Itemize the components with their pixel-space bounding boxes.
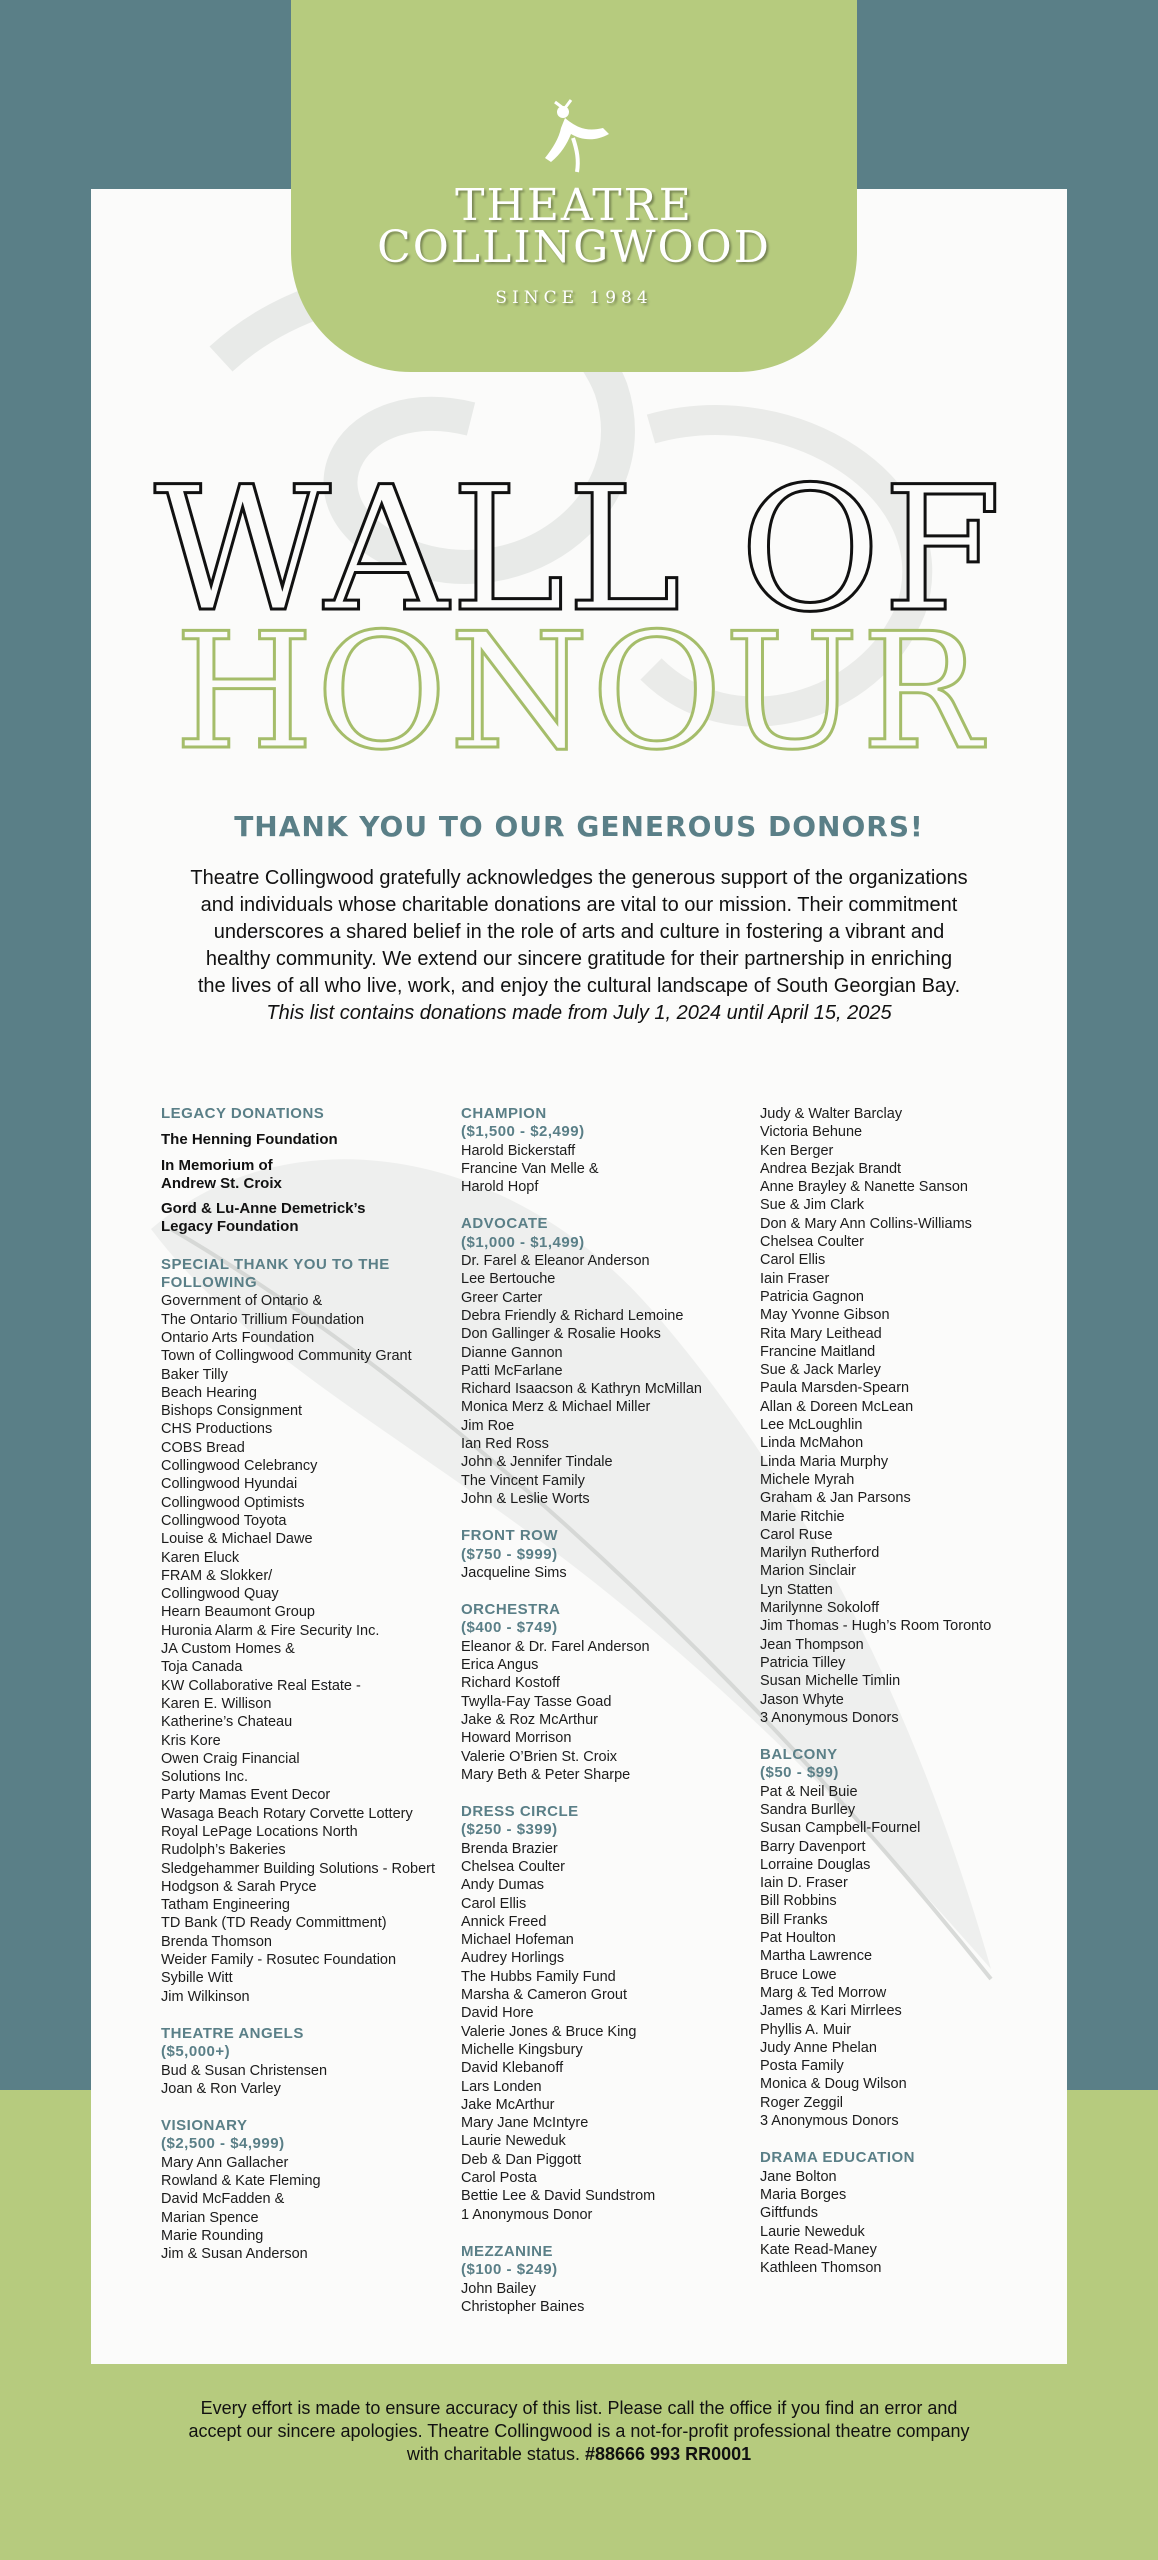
donor-section	[760, 2149, 1060, 2277]
title-honour: HONOUR	[174, 598, 984, 785]
donor-name: Carol Ellis	[461, 1895, 527, 1912]
donor-name: Don Gallinger & Rosalie Hooks	[461, 1326, 661, 1343]
section-heading: ($250 - $399)	[461, 1821, 558, 1839]
donor-name: Tatham Engineering	[161, 1897, 290, 1914]
donor-section	[461, 1215, 761, 1508]
donor-section	[161, 2025, 461, 2098]
donor-section	[461, 1601, 761, 1784]
donor-name: The Hubbs Family Fund	[461, 1968, 616, 1985]
donor-name: Hearn Beaumont Group	[161, 1604, 315, 1621]
donor-name: Carol Posta	[461, 2170, 537, 2187]
section-heading: CHAMPION	[461, 1105, 547, 1122]
donor-name: Chelsea Coulter	[760, 1234, 864, 1251]
donor-name: JA Custom Homes &	[161, 1641, 295, 1658]
donor-name: Michelle Kingsbury	[461, 2041, 583, 2058]
section-heading: ($1,000 - $1,499)	[461, 1233, 585, 1251]
donor-name: Mary Ann Gallacher	[161, 2154, 289, 2171]
donor-name: Joan & Ron Varley	[161, 2080, 281, 2097]
donor-name: Kathleen Thomson	[760, 2260, 882, 2277]
donor-name: Bishops Consignment	[161, 1403, 303, 1420]
donor-section	[161, 1256, 461, 2006]
donor-name: Monica Merz & Michael Miller	[461, 1399, 651, 1416]
donor-name: Sandra Burlley	[760, 1801, 856, 1818]
column-3-sections	[760, 1105, 1060, 2277]
donor-name: Roger Zeggil	[760, 2094, 844, 2111]
donor-name: Sue & Jim Clark	[760, 1197, 864, 1214]
donor-section	[760, 1746, 1060, 2130]
donor-name: Mary Beth & Peter Sharpe	[461, 1766, 631, 1783]
legacy-entry: Gord & Lu-Anne Demetrick’s Legacy Foundation	[161, 1200, 366, 1236]
logo-collingwood: COLLINGWOOD	[377, 222, 771, 273]
donor-name: Owen Craig Financial	[161, 1750, 300, 1767]
donor-name: Posta Family	[760, 2058, 844, 2075]
donor-name: Valerie O’Brien St. Croix	[461, 1748, 618, 1765]
donor-name: Harold Bickerstaff	[461, 1142, 576, 1159]
donor-name: Collingwood Toyota	[161, 1512, 287, 1529]
donor-name: Hodgson & Sarah Pryce	[161, 1878, 317, 1895]
donor-name: Karen E. Willison	[161, 1695, 272, 1712]
donor-name: Weider Family - Rosutec Foundation	[161, 1952, 397, 1969]
donor-name: Jane Bolton	[760, 2168, 837, 2185]
intro	[190, 865, 968, 1027]
donor-name: Francine Maitland	[760, 1343, 876, 1360]
donor-name: Jim & Susan Anderson	[161, 2246, 308, 2263]
donor-name: Brenda Thomson	[161, 1933, 272, 1950]
donor-column-2	[461, 1105, 761, 2316]
donor-name: Andy Dumas	[461, 1877, 545, 1894]
donor-name: Jim Wilkinson	[161, 1988, 250, 2005]
donor-name: Town of Collingwood Community Grant	[161, 1348, 412, 1365]
donor-name: Marie Rounding	[161, 2227, 264, 2244]
section-heading: ($5,000+)	[161, 2043, 231, 2061]
donor-name: Lee Bertouche	[461, 1271, 556, 1288]
donor-name: Sledgehammer Building Solutions - Robert	[161, 1860, 436, 1877]
donor-name: Linda Maria Murphy	[760, 1453, 889, 1470]
donor-name: Don & Mary Ann Collins-Williams	[760, 1215, 972, 1232]
donor-name: Graham & Jan Parsons	[760, 1490, 911, 1507]
donor-name: Erica Angus	[461, 1657, 539, 1674]
donor-name: Sue & Jack Marley	[760, 1362, 881, 1379]
donor-name: David McFadden &	[161, 2191, 285, 2208]
logo-theatre: THEATRE	[455, 180, 693, 231]
donor-name: Ken Berger	[760, 1142, 834, 1159]
section-heading: FRONT ROW	[461, 1527, 558, 1545]
donor-name: Iain D. Fraser	[760, 1875, 848, 1892]
donor-name: Jake McArthur	[461, 2096, 555, 2113]
intro-note: This list contains donations made from July 1, 2024 until April 15, 2025	[266, 1002, 892, 1024]
donor-name: Susan Campbell-Fournel	[760, 1820, 921, 1837]
donor-name: Lee McLoughlin	[760, 1417, 863, 1434]
donor-name: Iain Fraser	[760, 1270, 830, 1287]
donor-name: Rita Mary Leithead	[760, 1325, 882, 1342]
title-wall-of: WALL OF	[154, 449, 1004, 650]
donor-name: Giftfunds	[760, 2205, 819, 2222]
donor-name: Huronia Alarm & Fire Security Inc.	[161, 1622, 380, 1639]
donor-name: Collingwood Celebrancy	[161, 1458, 318, 1475]
donor-name: Audrey Horlings	[461, 1950, 565, 1967]
donor-name: Victoria Behune	[760, 1124, 863, 1141]
donor-name: CHS Productions	[161, 1421, 273, 1438]
donor-name: Marian Spence	[161, 2209, 259, 2226]
section-heading: DRESS CIRCLE	[461, 1803, 579, 1821]
donor-name: Marilyn Rutherford	[760, 1545, 880, 1562]
donor-column-1	[161, 1105, 461, 2264]
donor-name: Jean Thompson	[760, 1636, 864, 1653]
donor-name: Richard Kostoff	[461, 1675, 560, 1692]
donor-name: Collingwood Quay	[161, 1586, 279, 1603]
donor-name: Michael Hofeman	[461, 1932, 574, 1949]
donor-name: Howard Morrison	[461, 1730, 572, 1747]
legacy-entry: The Henning Foundation	[161, 1131, 338, 1149]
section-heading: SPECIAL THANK YOU TO THE	[161, 1255, 390, 1273]
section-heading: ($2,500 - $4,999)	[161, 2135, 285, 2153]
column-1-sections	[161, 1256, 461, 2264]
donor-name: John Bailey	[461, 2280, 536, 2297]
donor-name: Twylla-Fay Tasse Goad	[461, 1693, 612, 1710]
donor-name: Susan Michelle Timlin	[760, 1673, 901, 1690]
donor-name: Jake & Roz McArthur	[461, 1711, 598, 1728]
donor-name: Bettie Lee & David Sundstrom	[461, 2188, 656, 2205]
donor-name: Judy Anne Phelan	[760, 2039, 877, 2056]
donor-name: David Klebanoff	[461, 2060, 564, 2077]
donor-name: Patti McFarlane	[461, 1362, 563, 1379]
donor-name: Ian Red Ross	[461, 1436, 549, 1453]
donor-name: Judy & Walter Barclay	[760, 1106, 903, 1122]
donor-name: Valerie Jones & Bruce King	[461, 2023, 637, 2040]
donor-name: Michele Myrah	[760, 1471, 855, 1488]
donor-name: Wasaga Beach Rotary Corvette Lottery	[161, 1805, 413, 1822]
donor-name: TD Bank (TD Ready Committment)	[161, 1915, 387, 1932]
donor-name: Brenda Brazier	[461, 1840, 558, 1857]
donor-name: Patricia Tilley	[760, 1654, 846, 1671]
section-heading: ADVOCATE	[461, 1215, 549, 1233]
donor-name: Chelsea Coulter	[461, 1858, 565, 1875]
footer-disclaimer	[180, 2397, 978, 2466]
donor-name: James & Kari Mirrlees	[760, 2003, 902, 2020]
donor-name: 1 Anonymous Donor	[461, 2206, 593, 2223]
donor-name: Debra Friendly & Richard Lemoine	[461, 1307, 684, 1324]
donor-name: Eleanor & Dr. Farel Anderson	[461, 1638, 650, 1655]
donor-name: Sybille Witt	[161, 1970, 233, 1987]
donor-name: Bill Franks	[760, 1911, 828, 1928]
donor-name: Lyn Statten	[760, 1581, 833, 1598]
donor-name: Anne Brayley & Nanette Sanson	[760, 1179, 968, 1196]
donor-name: Martha Lawrence	[760, 1948, 873, 1965]
donor-name: Carol Ruse	[760, 1526, 833, 1543]
donor-name: Kate Read-Maney	[760, 2241, 877, 2258]
donor-name: Government of Ontario &	[161, 1293, 323, 1310]
donor-name: KW Collaborative Real Estate -	[161, 1677, 361, 1694]
donor-name: Marie Ritchie	[760, 1508, 845, 1525]
donor-name: Marilynne Sokoloff	[760, 1600, 880, 1617]
donor-name: Solutions Inc.	[161, 1769, 249, 1786]
donor-name: Karen Eluck	[161, 1549, 240, 1566]
donor-name: Richard Isaacson & Kathryn McMillan	[461, 1381, 702, 1398]
donor-name: David Hore	[461, 2005, 534, 2022]
donor-name: Jason Whyte	[760, 1691, 844, 1708]
donor-name: Lorraine Douglas	[760, 1856, 871, 1873]
intro-paragraph: Theatre Collingwood gratefully acknowledges the generous support of the organizations and individuals whose charitable donations are vital to our mission. Their commitment underscores a shared belief in the role of arts and culture in fostering a vibrant and healthy community. We extend our sincere gratitude for their partnership in enriching the lives of all who live, work, and enjoy the cultural landscape of South Georgian Bay.	[190, 867, 968, 997]
donor-name: Bruce Lowe	[760, 1966, 837, 1983]
donor-name: Greer Carter	[461, 1289, 543, 1306]
donor-name: Laurie Neweduk	[461, 2133, 566, 2150]
donor-name: Royal LePage Locations North	[161, 1823, 358, 1840]
footer-text: Every effort is made to ensure accuracy of this list. Please call the office if you find an error and accept our sincere apologies. Theatre Collingwood is a not-for-profit professional theatre company with charitable status.	[188, 2398, 970, 2464]
charity-number: #88666 993 RR0001	[584, 2444, 752, 2464]
donor-name: Monica & Doug Wilson	[760, 2076, 907, 2093]
section-heading: FOLLOWING	[161, 1274, 258, 1292]
donor-name: 3 Anonymous Donors	[760, 2113, 899, 2130]
donor-name: Bill Robbins	[760, 1893, 837, 1910]
donor-name: 3 Anonymous Donors	[760, 1709, 899, 1726]
donor-name: Allan & Doreen McLean	[760, 1398, 914, 1415]
section-heading: ($400 - $749)	[461, 1619, 558, 1637]
legacy-heading: LEGACY DONATIONS	[161, 1105, 325, 1122]
donor-section	[461, 2243, 761, 2316]
donor-name: Toja Canada	[161, 1659, 243, 1676]
donor-name: Ontario Arts Foundation	[161, 1329, 315, 1346]
donor-section	[461, 1527, 761, 1582]
donor-name: Christopher Baines	[461, 2298, 585, 2315]
donor-name: Pat & Neil Buie	[760, 1783, 858, 1800]
donor-name: Laurie Neweduk	[760, 2223, 865, 2240]
donor-name: Jacqueline Sims	[461, 1564, 567, 1581]
donor-name: Harold Hopf	[461, 1179, 539, 1196]
donor-column-3	[760, 1105, 1060, 2277]
section-heading: VISIONARY	[161, 2117, 248, 2135]
section-heading: DRAMA EDUCATION	[760, 2149, 915, 2167]
donor-name: May Yvonne Gibson	[760, 1307, 890, 1324]
donor-section	[161, 2117, 461, 2263]
section-heading: ($50 - $99)	[760, 1764, 839, 1782]
dancer-figure-icon	[537, 98, 617, 176]
donor-name: Rowland & Kate Fleming	[161, 2173, 321, 2190]
donor-name: Maria Borges	[760, 2186, 847, 2203]
donor-section	[461, 1803, 761, 2224]
donor-name: Dr. Farel & Eleanor Anderson	[461, 1253, 650, 1270]
donor-name: Bud & Susan Christensen	[161, 2062, 328, 2079]
section-heading: ($1,500 - $2,499)	[461, 1123, 585, 1141]
donor-name: Marion Sinclair	[760, 1563, 856, 1580]
donor-name: FRAM & Slokker/	[161, 1567, 273, 1584]
donor-name: Annick Freed	[461, 1913, 547, 1930]
section-heading: ($100 - $249)	[461, 2261, 558, 2279]
donor-name: Linda McMahon	[760, 1435, 864, 1452]
donor-name: Phyllis A. Muir	[760, 2021, 852, 2038]
section-heading: THEATRE ANGELS	[161, 2024, 304, 2042]
donor-name: Lars Londen	[461, 2078, 542, 2095]
thanks-heading: THANK YOU TO OUR GENEROUS DONORS!	[234, 810, 924, 843]
section-heading: ($750 - $999)	[461, 1545, 558, 1563]
legacy-entry: In Memorium of Andrew St. Croix	[161, 1156, 282, 1192]
donor-name: Louise & Michael Dawe	[161, 1531, 313, 1548]
donor-name: Carol Ellis	[760, 1252, 826, 1269]
donor-name: Jim Thomas - Hugh’s Room Toronto	[760, 1618, 992, 1635]
donor-section	[760, 1105, 1060, 1727]
donor-name: Jim Roe	[461, 1417, 515, 1434]
donor-name: Patricia Gagnon	[760, 1288, 864, 1305]
donor-name: The Vincent Family	[461, 1472, 585, 1489]
donor-name: Marsha & Cameron Grout	[461, 1987, 628, 2004]
donor-name: Beach Hearing	[161, 1384, 257, 1401]
logo-since: SINCE 1984	[495, 288, 653, 308]
donor-name: Deb & Dan Piggott	[461, 2151, 582, 2168]
donor-name: John & Jennifer Tindale	[461, 1454, 613, 1471]
section-heading: ORCHESTRA	[461, 1601, 561, 1619]
donor-name: Dianne Gannon	[461, 1344, 563, 1361]
donor-name: Mary Jane McIntyre	[461, 2115, 589, 2132]
section-heading: MEZZANINE	[461, 2242, 553, 2260]
donor-name: Francine Van Melle &	[461, 1160, 599, 1177]
donor-name: Marg & Ted Morrow	[760, 1984, 887, 2001]
donor-name: The Ontario Trillium Foundation	[161, 1311, 365, 1328]
donor-name: Party Mamas Event Decor	[161, 1787, 331, 1804]
donor-name: COBS Bread	[161, 1439, 245, 1456]
donor-name: Collingwood Optimists	[161, 1494, 305, 1511]
column-2-sections	[461, 1105, 761, 2316]
donor-name: Collingwood Hyundai	[161, 1476, 298, 1493]
section-heading: BALCONY	[760, 1746, 838, 1764]
donor-name: John & Leslie Worts	[461, 1490, 590, 1507]
donor-name: Barry Davenport	[760, 1838, 866, 1855]
donor-name: Baker Tilly	[161, 1366, 228, 1383]
donor-name: Rudolph’s Bakeries	[161, 1842, 286, 1859]
donor-name: Andrea Bezjak Brandt	[760, 1160, 902, 1177]
donor-name: Pat Houlton	[760, 1930, 836, 1947]
donor-section	[461, 1105, 761, 1196]
donor-name: Kris Kore	[161, 1732, 221, 1749]
donor-name: Katherine’s Chateau	[161, 1714, 293, 1731]
donor-name: Paula Marsden-Spearn	[760, 1380, 910, 1397]
